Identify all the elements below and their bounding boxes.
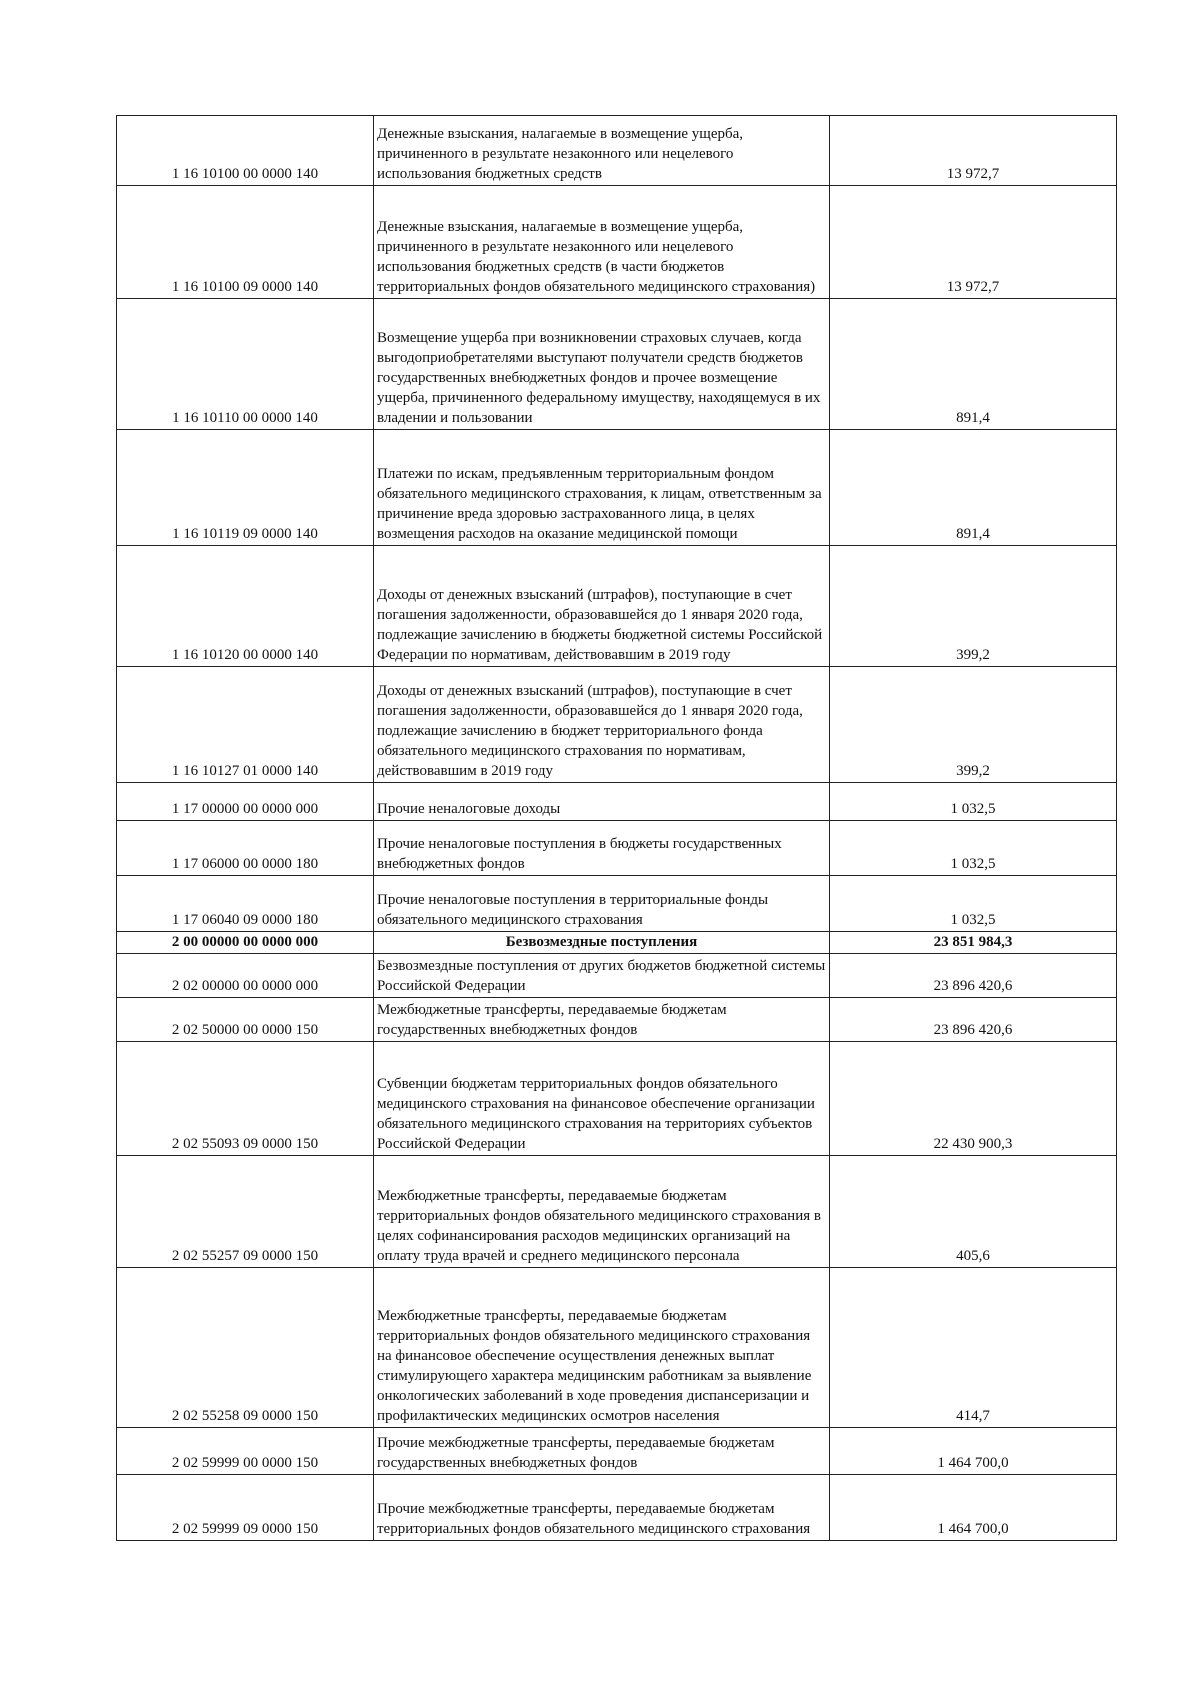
table-row xyxy=(117,1156,1117,1268)
income-name: Межбюджетные трансферты, передаваемые бюджетам территориальных фондов обязательного медицинского страхования в целях софинансирования расходов медицинских организаций на оплату труда врачей и среднего медицинского персонала xyxy=(374,1156,830,1268)
budget-code: 1 16 10120 00 0000 140 xyxy=(117,546,374,667)
income-name: Субвенции бюджетам территориальных фондов обязательного медицинского страхования на финансовое обеспечение организации обязательного медицинского страхования на территориях субъектов Российской Федерации xyxy=(374,1042,830,1156)
table-row xyxy=(117,186,1117,299)
amount: 399,2 xyxy=(830,667,1117,783)
income-name: Прочие неналоговые доходы xyxy=(374,783,830,821)
amount: 891,4 xyxy=(830,299,1117,430)
income-name: Безвозмездные поступления от других бюджетов бюджетной системы Российской Федерации xyxy=(374,954,830,998)
income-name: Прочие межбюджетные трансферты, передаваемые бюджетам государственных внебюджетных фондов xyxy=(374,1428,830,1475)
budget-code: 1 16 10127 01 0000 140 xyxy=(117,667,374,783)
table-row xyxy=(117,783,1117,821)
income-name: Доходы от денежных взысканий (штрафов), поступающие в счет погашения задолженности, образовавшейся до 1 января 2020 года, подлежащие зачислению в бюджет территориального фонда обязательного медицинского страхования по нормативам, действовавшим в 2019 году xyxy=(374,667,830,783)
amount: 891,4 xyxy=(830,430,1117,546)
table-row-total xyxy=(117,932,1117,954)
table-row xyxy=(117,430,1117,546)
table-row xyxy=(117,954,1117,998)
budget-code: 2 02 59999 09 0000 150 xyxy=(117,1475,374,1541)
budget-code: 1 16 10119 09 0000 140 xyxy=(117,430,374,546)
table-row xyxy=(117,876,1117,932)
income-name: Прочие неналоговые поступления в территориальные фонды обязательного медицинского страхования xyxy=(374,876,830,932)
budget-code: 1 16 10100 09 0000 140 xyxy=(117,186,374,299)
budget-code: 2 02 50000 00 0000 150 xyxy=(117,998,374,1042)
amount: 1 464 700,0 xyxy=(830,1475,1117,1541)
budget-code: 1 16 10100 00 0000 140 xyxy=(117,116,374,186)
table-row xyxy=(117,116,1117,186)
table-row xyxy=(117,1475,1117,1541)
budget-code: 2 02 00000 00 0000 000 xyxy=(117,954,374,998)
income-name: Возмещение ущерба при возникновении страховых случаев, когда выгодоприобретателями выступают получатели средств бюджетов государственных внебюджетных фондов и прочее возмещение ущерба, причиненного федеральному имуществу, находящемуся в их владении и пользовании xyxy=(374,299,830,430)
amount: 1 464 700,0 xyxy=(830,1428,1117,1475)
amount: 23 896 420,6 xyxy=(830,954,1117,998)
amount: 1 032,5 xyxy=(830,783,1117,821)
income-name: Денежные взыскания, налагаемые в возмещение ущерба, причиненного в результате незаконного или нецелевого использования бюджетных средств xyxy=(374,116,830,186)
amount: 1 032,5 xyxy=(830,876,1117,932)
budget-code: 2 02 59999 00 0000 150 xyxy=(117,1428,374,1475)
table-row xyxy=(117,1268,1117,1428)
budget-code: 2 02 55093 09 0000 150 xyxy=(117,1042,374,1156)
amount: 22 430 900,3 xyxy=(830,1042,1117,1156)
table-row xyxy=(117,667,1117,783)
income-name: Денежные взыскания, налагаемые в возмещение ущерба, причиненного в результате незаконного или нецелевого использования бюджетных средств (в части бюджетов территориальных фондов обязательного медицинского страхования) xyxy=(374,186,830,299)
income-name: Платежи по искам, предъявленным территориальным фондом обязательного медицинского страхования, к лицам, ответственным за причинение вреда здоровью застрахованного лица, в целях возмещения расходов на оказание медицинской помощи xyxy=(374,430,830,546)
budget-code: 1 16 10110 00 0000 140 xyxy=(117,299,374,430)
income-name: Безвозмездные поступления xyxy=(374,932,830,954)
amount: 414,7 xyxy=(830,1268,1117,1428)
amount: 405,6 xyxy=(830,1156,1117,1268)
table-row xyxy=(117,546,1117,667)
income-name: Доходы от денежных взысканий (штрафов), поступающие в счет погашения задолженности, образовавшейся до 1 января 2020 года, подлежащие зачислению в бюджеты бюджетной системы Российской Федерации по нормативам, действовавшим в 2019 году xyxy=(374,546,830,667)
table-row xyxy=(117,998,1117,1042)
income-name: Межбюджетные трансферты, передаваемые бюджетам территориальных фондов обязательного медицинского страхования на финансовое обеспечение осуществления денежных выплат стимулирующего характера медицинским работникам за выявление онкологических заболеваний в ходе проведения диспансеризации и профилактических медицинских осмотров населения xyxy=(374,1268,830,1428)
table-row xyxy=(117,1042,1117,1156)
budget-code: 2 02 55258 09 0000 150 xyxy=(117,1268,374,1428)
amount: 23 896 420,6 xyxy=(830,998,1117,1042)
income-name: Прочие неналоговые поступления в бюджеты государственных внебюджетных фондов xyxy=(374,821,830,876)
amount: 1 032,5 xyxy=(830,821,1117,876)
budget-code: 1 17 00000 00 0000 000 xyxy=(117,783,374,821)
budget-code: 1 17 06040 09 0000 180 xyxy=(117,876,374,932)
amount: 399,2 xyxy=(830,546,1117,667)
amount: 23 851 984,3 xyxy=(830,932,1117,954)
amount: 13 972,7 xyxy=(830,186,1117,299)
budget-code: 2 00 00000 00 0000 000 xyxy=(117,932,374,954)
table-row xyxy=(117,299,1117,430)
income-name: Прочие межбюджетные трансферты, передаваемые бюджетам территориальных фондов обязательного медицинского страхования xyxy=(374,1475,830,1541)
budget-code: 1 17 06000 00 0000 180 xyxy=(117,821,374,876)
table-row xyxy=(117,821,1117,876)
revenue-table xyxy=(116,115,1117,1541)
amount: 13 972,7 xyxy=(830,116,1117,186)
budget-code: 2 02 55257 09 0000 150 xyxy=(117,1156,374,1268)
table-row xyxy=(117,1428,1117,1475)
income-name: Межбюджетные трансферты, передаваемые бюджетам государственных внебюджетных фондов xyxy=(374,998,830,1042)
